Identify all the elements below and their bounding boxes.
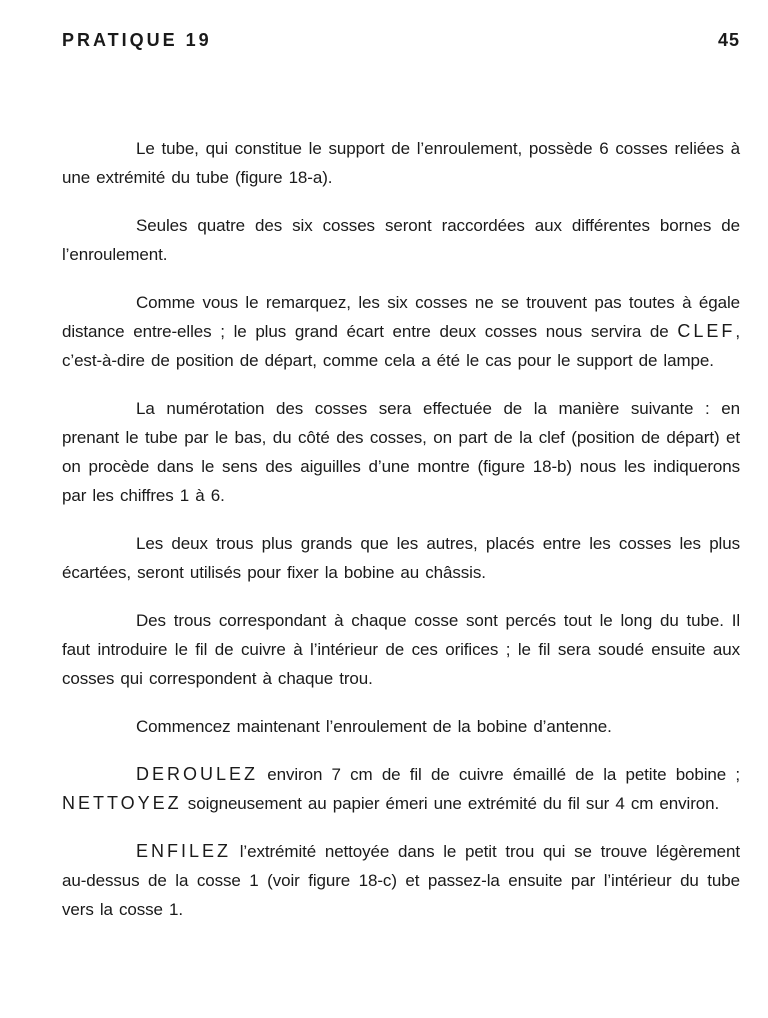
text-run: Des trous correspondant à chaque cosse sont percés tout le long du tube. Il faut introduire le fil de cuivre à l’intérieur de ces orifices ; le fil sera soudé ensuite aux cosses qui correspondent à chaque trou. <box>62 611 740 688</box>
emphasis-caps: DEROULEZ <box>136 764 259 784</box>
paragraph <box>62 134 740 192</box>
text-run: , c’est-à-dire de position de départ, comme cela a été le cas pour le support de lampe. <box>62 322 740 370</box>
page-body <box>62 134 740 924</box>
paragraph <box>62 606 740 693</box>
page-number: 45 <box>717 30 740 50</box>
text-run: soigneusement au papier émeri une extrémité du fil sur 4 cm environ. <box>181 794 720 813</box>
paragraph <box>62 288 740 375</box>
paragraph <box>62 760 740 818</box>
page-header <box>62 30 740 50</box>
text-run: environ 7 cm de fil de cuivre émaillé de la petite bobine ; <box>258 765 740 784</box>
paragraph <box>62 211 740 269</box>
text-run: Seules quatre des six cosses seront raccordées aux différentes bornes de l’enroulement. <box>62 216 740 264</box>
running-head-title: PRATIQUE 19 <box>62 30 212 50</box>
paragraph <box>62 712 740 741</box>
emphasis-caps: NETTOYEZ <box>62 793 182 813</box>
emphasis-caps: CLEF <box>677 321 736 341</box>
paragraph <box>62 837 740 924</box>
emphasis-caps: ENFILEZ <box>136 841 232 861</box>
text-run: l’extrémité nettoyée dans le petit trou qui se trouve légèrement au-dessus de la cosse 1 (voir figure 18-c) et passez-la ensuite par l’intérieur du tube vers la cosse 1. <box>62 842 740 919</box>
text-run: Les deux trous plus grands que les autres, placés entre les cosses les plus écartées, seront utilisés pour fixer la bobine au châssis. <box>62 534 740 582</box>
text-run: Le tube, qui constitue le support de l’enroulement, possède 6 cosses reliées à une extrémité du tube (figure 18-a). <box>62 139 740 187</box>
text-run: La numérotation des cosses sera effectuée de la manière suivante : en prenant le tube par le bas, du côté des cosses, on part de la clef (position de départ) et on procède dans le sens des aiguilles d’une montre (figure 18-b) nous les indiquerons par les chiffres 1 à 6. <box>62 399 740 505</box>
text-run: Comme vous le remarquez, les six cosses ne se trouvent pas toutes à égale distance entre-elles ; le plus grand écart entre deux cosses nous servira de <box>62 293 740 341</box>
paragraph <box>62 394 740 510</box>
paragraph <box>62 529 740 587</box>
text-run: Commencez maintenant l’enroulement de la bobine d’antenne. <box>136 717 612 736</box>
